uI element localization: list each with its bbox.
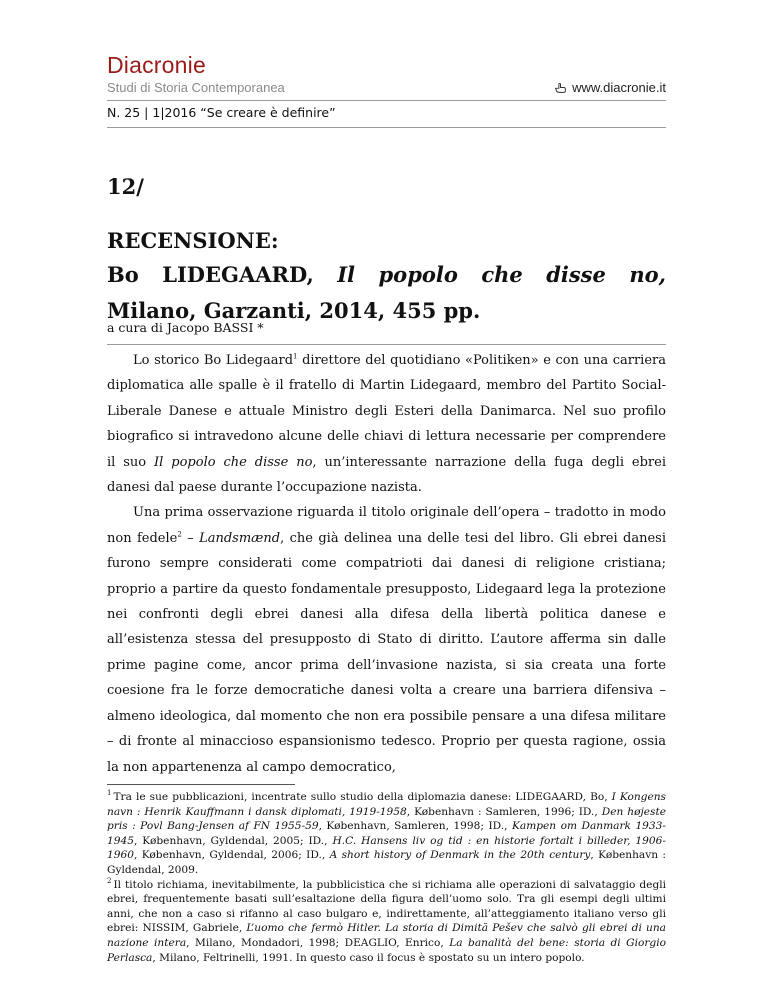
- text-run: I Kongens navn : Henrik Kauffmann i dansk diplomati, 1919-1958: [107, 791, 666, 818]
- issue-info: N. 25 | 1|2016 “Se creare è definire”: [107, 105, 336, 120]
- footnote-2: [107, 878, 666, 966]
- pointing-hand-icon: [554, 81, 567, 94]
- book-title-italic: Il popolo che disse no: [154, 454, 313, 470]
- footnotes: [107, 790, 666, 965]
- text-run: Il titolo richiama, inevitabilmente, la pubblicistica che si richiama alle operazioni di salvataggio degli ebrei, frequentemente basati sull’esaltazione della figura dell’uomo solo. Tra gli esempi degli ultimi anni, che non a caso si rifanno al caso bulgaro e, indirettamente, all’atteggiamento italiano verso gli ebrei: NISSIM, Gabriele,: [107, 878, 666, 935]
- website-url[interactable]: www.diacronie.it: [572, 80, 666, 95]
- title-word: popolo: [378, 262, 458, 287]
- section-number: 12/: [107, 174, 144, 199]
- text-run: H.C. Hansens liv og tid : en historie fortalt i billeder, 1906-1960: [107, 834, 666, 862]
- text-run: direttore del quotidiano «Politiken» e con una carriera diplomatica alle spalle è il fratello di Martin Lidegaard, membro del Partito Social-Liberale Danese e attuale Ministro degli Esteri della Danimarca. Nel suo profilo biografico si intravedono alcune delle chiavi di lettura necessarie per comprendere il suo: [107, 353, 666, 470]
- text-run: , København : Gyldendal, 2009.: [107, 849, 666, 876]
- text-run: A short history of Denmark in the 20th century: [329, 849, 591, 862]
- text-run: , che già delinea una delle tesi del libro. Gli ebrei danesi furono sempre considerati come compatrioti dai danesi di religione cristiana; proprio a partire da questo fondamentale presupposto, Lidegaard lega la protezione nei confronti degli ebrei danesi alla difesa della libertà politica danese e all’esistenza stessa del presupposto di Stato di diritto. L’autore afferma sin dalle prime pagine come, ancor prima dell’invasione nazista, si sia creata una forte coesione fra le forze democratiche danesi volta a creare una barriera difensiva – almeno ideologica, dal momento che non era possibile pensare a una difesa militare – di fronte al minaccioso espansionismo tedesco. Proprio per questa ragione, ossia la non appartenenza al campo democratico,: [107, 530, 666, 775]
- title-word: no,: [629, 262, 666, 287]
- text-run: , København, Gyldendal, 2006; ID.,: [133, 849, 330, 862]
- title-word: LIDEGAARD,: [162, 262, 314, 287]
- article-body: [107, 348, 666, 780]
- footnote-mark: 2: [107, 877, 112, 886]
- text-run: , København : Samleren, 1996; ID.,: [406, 805, 602, 818]
- journal-brand: Diacronie: [107, 52, 206, 78]
- footnote-divider: [107, 784, 295, 785]
- footnote-1: [107, 790, 666, 878]
- text-run: Den højeste pris : Povl Bang-Jensen af FN 1955-59: [107, 805, 666, 833]
- text-run: , un’interessante narrazione della fuga degli ebrei danesi dal paese durante l’occupazione nazista.: [107, 454, 666, 496]
- review-label: RECENSIONE:: [107, 228, 279, 253]
- title-word: che: [481, 262, 523, 287]
- title-word: disse: [546, 262, 606, 287]
- paragraph-2: [107, 500, 666, 779]
- title-divider: [107, 344, 666, 345]
- footnote-ref-2[interactable]: 2: [177, 530, 182, 539]
- article-title-line1: [107, 262, 666, 287]
- text-run: L’uomo che fermò Hitler. La storia di Dimită Pešev che salvò gli ebrei di una nazione intera: [107, 922, 666, 949]
- curator-line: a cura di Jacopo BASSI *: [107, 320, 264, 335]
- footnote-mark: 1: [107, 789, 112, 798]
- text-run: , Milano, Feltrinelli, 1991. In questo caso il focus è spostato su un intero popolo.: [152, 951, 585, 964]
- text-run: , Milano, Mondadori, 1998; DEAGLIO, Enrico,: [186, 936, 450, 949]
- text-run: , København, Gyldendal, 2005; ID.,: [133, 834, 333, 847]
- text-run: , København, Samleren, 1998; ID.,: [318, 820, 512, 833]
- text-run: Una prima osservazione riguarda il titolo originale dell’opera – tradotto in modo non fedele: [107, 505, 666, 546]
- title-word: Bo: [107, 262, 139, 287]
- issue-divider: [107, 127, 666, 128]
- text-run: Tra le sue pubblicazioni, incentrate sullo studio della diplomazia danese: LIDEGAARD, Bo,: [113, 791, 612, 803]
- title-word: Il: [337, 262, 356, 287]
- paragraph-1: [107, 348, 666, 500]
- journal-subtitle: Studi di Storia Contemporanea: [107, 80, 285, 95]
- footnote-ref-1[interactable]: 1: [293, 352, 298, 361]
- article-title-line2: Milano, Garzanti, 2014, 455 pp.: [107, 298, 481, 323]
- text-run: Lo storico Bo Lidegaard: [133, 353, 294, 368]
- header-divider: [107, 100, 666, 101]
- text-run: La banalità del bene: storia di Giorgio Perlasca: [107, 936, 666, 964]
- website-link[interactable]: [554, 80, 666, 95]
- text-run: Kampen om Danmark 1933-1945: [107, 820, 666, 847]
- text-run: –: [181, 530, 200, 546]
- original-title-italic: Landsmænd: [199, 530, 281, 546]
